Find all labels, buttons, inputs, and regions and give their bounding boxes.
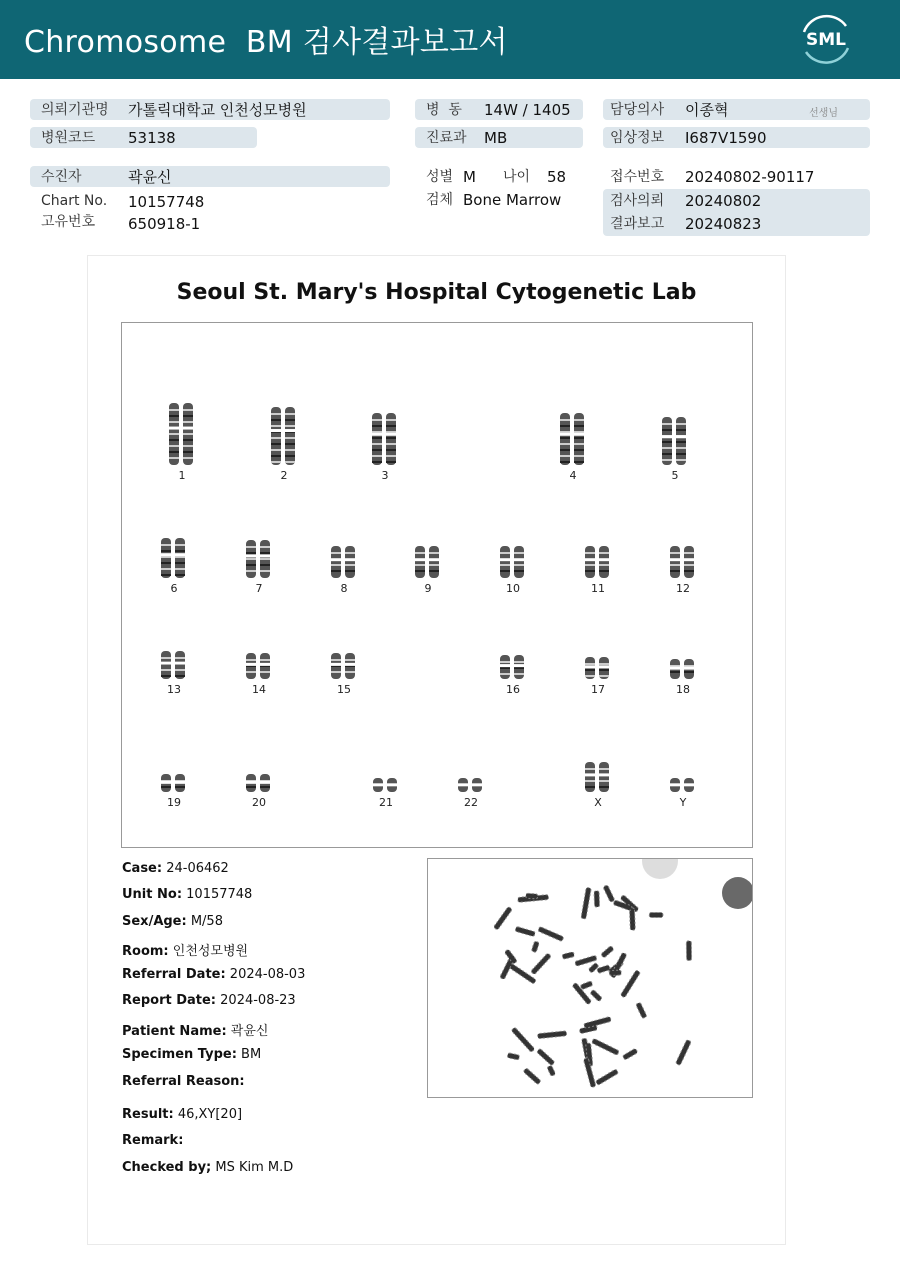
karyotype-report	[87, 255, 786, 1245]
metaphase-chromosome	[686, 941, 691, 961]
referral-reason-label: Referral Reason:	[122, 1074, 245, 1089]
checked-value: MS Kim M.D	[211, 1160, 294, 1175]
chromosome-pair-17	[580, 655, 616, 681]
chromosome-label-8: 8	[340, 582, 348, 595]
chromosome-label-1: 1	[178, 469, 186, 482]
metaphase-chromosome	[526, 893, 538, 899]
remark-field	[122, 1133, 183, 1148]
chromosome-label-X: X	[594, 796, 602, 809]
report-header	[0, 0, 900, 79]
doctor-label: 담당의사	[610, 102, 665, 118]
chromosome-pair-4	[555, 411, 591, 467]
chromosome-label-7: 7	[255, 582, 263, 595]
patient-name-field	[122, 1020, 268, 1039]
report-date-label: Report Date:	[122, 993, 217, 1008]
institution-value: 가톨릭대학교 인천성모병원	[128, 101, 307, 119]
sml-logo	[796, 12, 856, 66]
reception-value: 20240802-90117	[685, 168, 815, 186]
request-value: 20240802	[685, 192, 762, 210]
chromosome-label-6: 6	[170, 582, 178, 595]
referral-date-label: Referral Date:	[122, 967, 226, 982]
chromosome-pair-19	[156, 772, 192, 794]
karyogram-panel	[121, 322, 753, 848]
chart-label: Chart No.	[41, 193, 108, 209]
referral-date-value: 2024-08-03	[225, 967, 306, 982]
metaphase-chromosome	[622, 1048, 638, 1060]
case-value: 24-06462	[162, 861, 229, 876]
metaphase-chromosome	[511, 1027, 535, 1052]
patient-name-label: Patient Name:	[122, 1024, 227, 1039]
metaphase-chromosome	[629, 908, 635, 931]
reception-label: 접수번호	[610, 169, 665, 185]
chromosome-pair-16	[495, 653, 531, 681]
hospital-code-value: 53138	[128, 129, 176, 147]
logo-text: SML	[806, 30, 846, 50]
case-label: Case:	[122, 861, 163, 876]
metaphase-spread	[428, 859, 753, 1098]
chromosome-pair-18	[665, 657, 701, 681]
chart-value: 10157748	[128, 193, 205, 211]
checked-field	[122, 1160, 293, 1175]
metaphase-chromosome	[590, 989, 603, 1001]
metaphase-chromosome	[649, 912, 663, 917]
unit-value: 10157748	[182, 887, 253, 902]
metaphase-chromosome	[597, 965, 611, 974]
sex-age-value: M/58	[186, 914, 223, 929]
metaphase-chromosome	[537, 1048, 555, 1065]
chromosome-label-14: 14	[252, 683, 266, 696]
chromosome-pair-13	[156, 649, 192, 681]
chromosome-pair-8	[326, 544, 362, 580]
referral-reason-field	[122, 1074, 245, 1089]
sex-value: M	[463, 168, 476, 186]
specimen-value: Bone Marrow	[463, 191, 562, 209]
ward-value: 14W / 1405	[484, 101, 571, 119]
report-date-field	[122, 993, 296, 1008]
chromosome-label-12: 12	[676, 582, 690, 595]
chromosome-pair-1	[164, 401, 200, 467]
specimen-label: 검체	[426, 192, 454, 208]
result-label: Result:	[122, 1107, 174, 1122]
sex-age-label: Sex/Age:	[122, 914, 187, 929]
metaphase-chromosome	[609, 970, 621, 975]
doctor-suffix: 선생님	[809, 108, 838, 119]
dept-value: MB	[484, 129, 508, 147]
metaphase-chromosome	[584, 1016, 612, 1028]
patient-name-value: 곽윤신	[226, 1024, 269, 1039]
metaphase-chromosome	[620, 970, 640, 998]
chromosome-pair-X	[580, 760, 616, 794]
chromosome-pair-22	[453, 776, 489, 794]
metaphase-image	[427, 858, 753, 1098]
metaphase-chromosome	[676, 1039, 692, 1065]
unit-label: Unit No:	[122, 887, 183, 902]
case-field	[122, 861, 229, 876]
metaphase-chromosome	[588, 962, 599, 973]
chromosome-pair-12	[665, 544, 701, 580]
request-label: 검사의뢰	[610, 193, 665, 209]
room-field	[122, 940, 248, 959]
remark-label: Remark:	[122, 1133, 184, 1148]
metaphase-chromosome	[580, 981, 593, 990]
chromosome-pair-14	[241, 651, 277, 681]
chromosome-label-Y: Y	[679, 796, 687, 809]
chromosome-pair-3	[367, 411, 403, 467]
metaphase-chromosome	[538, 1031, 567, 1039]
chromosome-pair-11	[580, 544, 616, 580]
metaphase-chromosome	[523, 1068, 541, 1085]
sex-age-field	[122, 914, 223, 929]
patient-value: 곽윤신	[128, 168, 172, 186]
metaphase-chromosome	[493, 906, 512, 930]
room-label: Room:	[122, 944, 169, 959]
metaphase-chromosome	[547, 1065, 556, 1076]
clinical-label: 임상정보	[610, 130, 665, 146]
chromosome-pair-2	[266, 405, 302, 467]
report-value: 20240823	[685, 215, 762, 233]
chromosome-label-20: 20	[252, 796, 266, 809]
chromosome-pair-Y	[665, 776, 701, 794]
chromosome-label-3: 3	[381, 469, 389, 482]
unit-field	[122, 887, 252, 902]
metaphase-chromosome	[603, 885, 615, 903]
metaphase-chromosome	[531, 941, 539, 953]
dept-label: 진료과	[426, 130, 467, 146]
patient-label: 수진자	[41, 169, 82, 185]
chromosome-label-10: 10	[506, 582, 520, 595]
chromosome-label-11: 11	[591, 582, 605, 595]
ward-label: 병 동	[426, 102, 462, 118]
chromosome-pair-10	[495, 544, 531, 580]
chromosome-pair-20	[241, 772, 277, 794]
age-value: 58	[547, 168, 567, 186]
result-field	[122, 1107, 242, 1122]
sex-label: 성별	[426, 169, 454, 185]
chromosome-label-4: 4	[569, 469, 577, 482]
id-value: 650918-1	[128, 215, 201, 233]
specimen-type-value: BM	[236, 1047, 262, 1062]
patient-row-bg	[30, 166, 390, 187]
lab-title: Seoul St. Mary's Hospital Cytogenetic Lab	[176, 280, 697, 305]
chromosome-pair-6	[156, 536, 192, 580]
chromosome-pair-7	[241, 538, 277, 580]
metaphase-chromosome	[594, 891, 600, 907]
report-label: 결과보고	[610, 216, 665, 232]
report-title-banner: Chromosome BM 검사결과보고서	[24, 25, 508, 60]
doctor-value: 이종혁	[685, 101, 729, 119]
metaphase-chromosome	[581, 887, 591, 919]
chromosome-pair-9	[410, 544, 446, 580]
id-label: 고유번호	[41, 214, 96, 230]
metaphase-chromosome	[538, 926, 564, 941]
metaphase-chromosome	[531, 953, 552, 975]
specimen-type-label: Specimen Type:	[122, 1047, 237, 1062]
chromosome-pair-21	[368, 776, 404, 794]
chromosome-label-17: 17	[591, 683, 605, 696]
metaphase-chromosome	[515, 926, 536, 936]
chromosome-label-13: 13	[167, 683, 181, 696]
chromosome-pair-5	[657, 415, 693, 467]
clinical-value: I687V1590	[685, 129, 767, 147]
report-date-value: 2024-08-23	[216, 993, 296, 1008]
result-value: 46,XY[20]	[173, 1107, 243, 1122]
chromosome-label-15: 15	[337, 683, 351, 696]
metaphase-chromosome	[591, 1038, 619, 1055]
institution-label: 의뢰기관명	[41, 102, 109, 118]
metaphase-chromosome	[507, 1053, 520, 1060]
age-label: 나이	[503, 169, 531, 185]
room-value: 인천성모병원	[168, 944, 249, 959]
chromosome-label-19: 19	[167, 796, 181, 809]
metaphase-chromosome	[595, 1069, 618, 1086]
metaphase-chromosome	[636, 1002, 647, 1019]
chromosome-label-21: 21	[379, 796, 393, 809]
hospital-code-label: 병원코드	[41, 130, 96, 146]
chromosome-label-9: 9	[424, 582, 432, 595]
referral-date-field	[122, 967, 305, 982]
chromosome-label-18: 18	[676, 683, 690, 696]
chromosome-label-5: 5	[671, 469, 679, 482]
chromosome-label-2: 2	[280, 469, 288, 482]
chromosome-label-16: 16	[506, 683, 520, 696]
checked-label: Checked by;	[122, 1160, 212, 1175]
chromosome-label-22: 22	[464, 796, 478, 809]
chromosome-pair-15	[326, 651, 362, 681]
specimen-type-field	[122, 1047, 261, 1062]
metaphase-chromosome	[601, 946, 614, 959]
metaphase-chromosome	[562, 952, 575, 960]
